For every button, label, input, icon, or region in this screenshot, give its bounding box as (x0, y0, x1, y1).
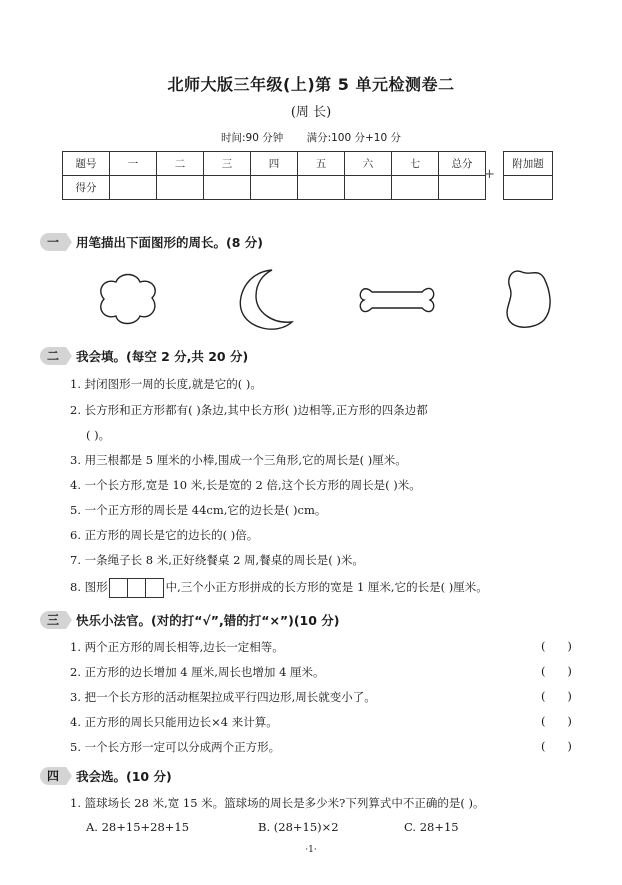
page-subtitle: (周 长) (290, 105, 332, 120)
section-3-heading (40, 611, 340, 629)
score-cell-5: 五 (298, 152, 345, 176)
three-squares-figure (110, 578, 164, 598)
score-blank[interactable] (157, 176, 204, 200)
choice-question-1: 1. 篮球场长 28 米,宽 15 米。篮球场的周长是多少米?下列算式中不正确的是( )。 (70, 796, 485, 810)
page-title: 北师大版三年级(上)第 5 单元检测卷二 (167, 75, 455, 94)
judge-answer-4[interactable]: ( ) (541, 714, 572, 728)
judge-question-4: 4. 正方形的周长只能用边长×4 来计算。 (70, 715, 278, 729)
score-table-header-row (63, 152, 486, 176)
bone-shape[interactable] (358, 280, 436, 320)
judge-question-5: 5. 一个长方形一定可以分成两个正方形。 (70, 740, 281, 754)
fill-question-7: 7. 一条绳子长 8 米,正好绕餐桌 2 周,餐桌的周长是( )米。 (70, 553, 364, 567)
crescent-shape[interactable] (236, 268, 294, 334)
page-number: ·1· (305, 845, 317, 855)
judge-answer-2[interactable]: ( ) (541, 664, 572, 678)
section-title: 用笔描出下面图形的周长。(8 分) (76, 235, 263, 250)
extra-blank[interactable] (504, 176, 553, 200)
extra-score-table (503, 151, 553, 200)
score-cell-7: 七 (392, 152, 439, 176)
score-cell-1: 一 (110, 152, 157, 176)
section-title: 我会填。(每空 2 分,共 20 分) (76, 349, 249, 364)
fill-question-2: 2. 长方形和正方形都有( )条边,其中长方形( )边相等,正方形的四条边都 (70, 403, 428, 417)
fill-question-6: 6. 正方形的周长是它的边长的( )倍。 (70, 528, 259, 542)
score-cell-4: 四 (251, 152, 298, 176)
fill-question-4: 4. 一个长方形,宽是 10 米,长是宽的 2 倍,这个长方形的周长是( )米。 (70, 478, 421, 492)
score-blank[interactable] (251, 176, 298, 200)
judge-question-1: 1. 两个正方形的周长相等,边长一定相等。 (70, 640, 284, 654)
leaf-shape[interactable] (504, 268, 552, 330)
choice-option-b[interactable]: B. (28+15)×2 (258, 820, 339, 834)
fill-question-1: 1. 封闭图形一周的长度,就是它的( )。 (70, 377, 262, 391)
section-title: 快乐小法官。(对的打“√”,错的打“×”)(10 分) (76, 613, 340, 628)
judge-question-3: 3. 把一个长方形的活动框架拉成平行四边形,周长就变小了。 (70, 690, 376, 704)
plus-sign: + (484, 167, 495, 182)
score-table-score-row (63, 176, 486, 200)
flower-shape[interactable] (96, 272, 160, 326)
score-table (62, 151, 486, 200)
full-score: 满分:100 分+10 分 (306, 132, 401, 144)
section-title: 我会选。(10 分) (76, 769, 172, 784)
fill-question-8 (70, 578, 488, 598)
judge-answer-3[interactable]: ( ) (541, 689, 572, 703)
section-4-heading (40, 767, 172, 785)
section-number: 四 (40, 767, 66, 785)
q8-prefix: 8. 图形 (70, 580, 108, 594)
score-blank[interactable] (439, 176, 486, 200)
fill-question-2-cont: ( )。 (86, 428, 111, 442)
choice-option-a[interactable]: A. 28+15+28+15 (86, 820, 190, 834)
q8-suffix: 中,三个小正方形拼成的长方形的宽是 1 厘米,它的长是( )厘米。 (165, 580, 488, 594)
exam-meta (0, 130, 622, 145)
section-1-heading (40, 233, 263, 251)
section-number: 一 (40, 233, 66, 251)
extra-label: 附加题 (504, 152, 553, 176)
score-cell-label: 题号 (63, 152, 110, 176)
judge-question-2: 2. 正方形的边长增加 4 厘米,周长也增加 4 厘米。 (70, 665, 325, 679)
score-blank[interactable] (345, 176, 392, 200)
judge-answer-1[interactable]: ( ) (541, 639, 572, 653)
fill-question-3: 3. 用三根都是 5 厘米的小棒,围成一个三角形,它的周长是( )厘米。 (70, 453, 407, 467)
section-number: 二 (40, 347, 66, 365)
score-blank[interactable] (392, 176, 439, 200)
section-2-heading (40, 347, 248, 365)
time-limit: 时间:90 分钟 (220, 132, 284, 144)
score-blank[interactable] (298, 176, 345, 200)
score-cell-2: 二 (157, 152, 204, 176)
score-cell-3: 三 (204, 152, 251, 176)
score-cell-total: 总分 (439, 152, 486, 176)
score-blank[interactable] (204, 176, 251, 200)
score-cell-6: 六 (345, 152, 392, 176)
score-row-label: 得分 (63, 176, 110, 200)
judge-answer-5[interactable]: ( ) (541, 739, 572, 753)
section-number: 三 (40, 611, 66, 629)
choice-option-c[interactable]: C. 28+15 (404, 820, 459, 834)
score-blank[interactable] (110, 176, 157, 200)
fill-question-5: 5. 一个正方形的周长是 44cm,它的边长是( )cm。 (70, 503, 327, 517)
